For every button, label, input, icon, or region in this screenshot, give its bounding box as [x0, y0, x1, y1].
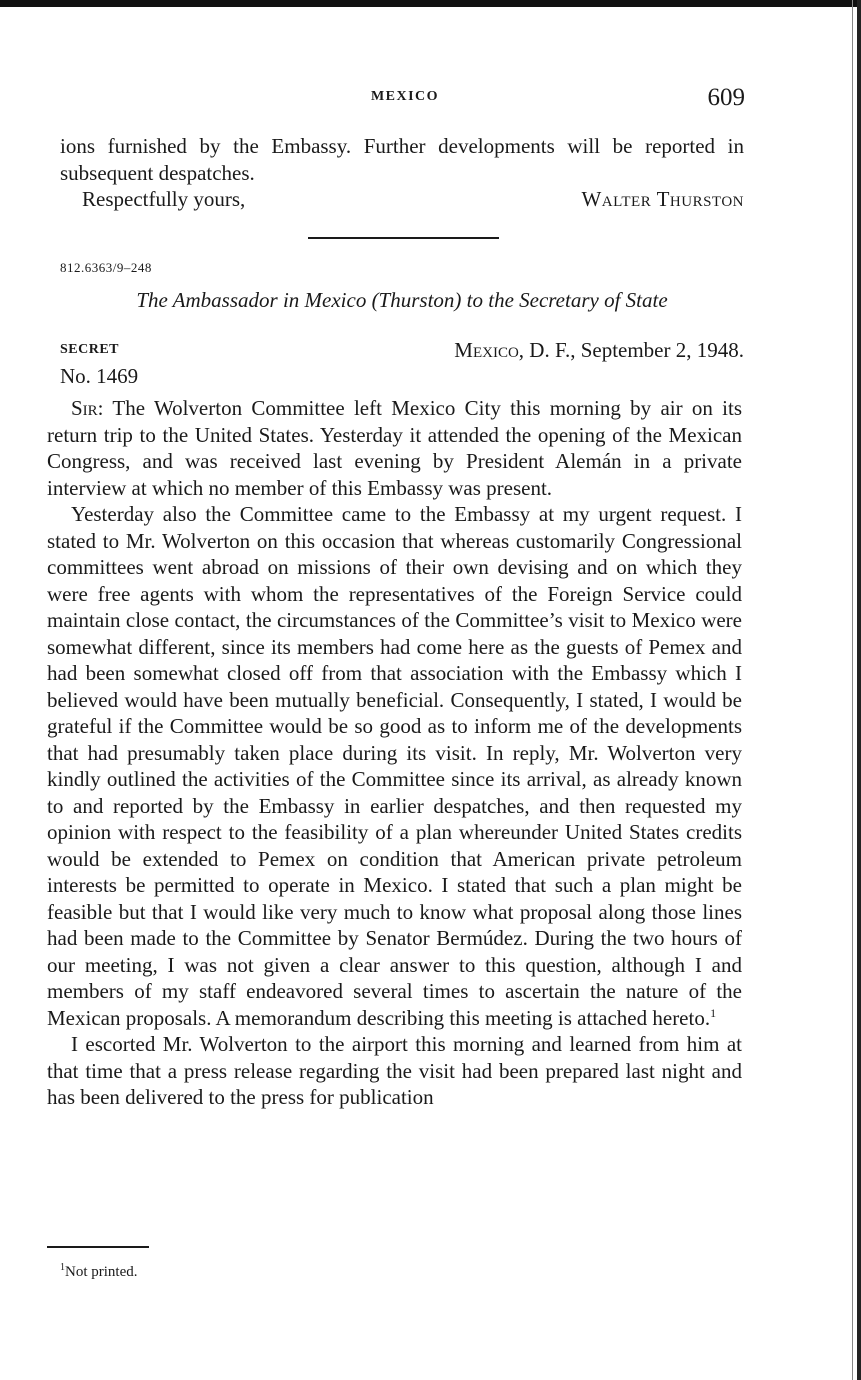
letter-body: [47, 395, 742, 1111]
running-header-title: MEXICO: [370, 89, 440, 104]
document-title: The Ambassador in Mexico (Thurston) to the Secretary of State: [136, 288, 668, 312]
paragraph-1-text: The Wolverton Committee left Mexico City this morning by air on its return trip to the United States. Yesterday it attended the opening of the Mexican Congress, and was received last evening by President Alemán in a private interview at which no member of this Embassy was present.: [47, 396, 742, 500]
dateline: [454, 338, 744, 363]
dateline-place: Mexico: [454, 338, 519, 362]
body-paragraph-3: [47, 1031, 742, 1111]
footnote-divider: [47, 1246, 149, 1248]
document-number: No. 1469: [60, 364, 139, 388]
footnote-text: Not printed.: [65, 1264, 138, 1280]
paragraph-2-text: Yesterday also the Committee came to the Embassy at my urgent request. I stated to Mr. Wolverton on this occasion that whereas customarily Congressional committees went abroad on missions of their own devising and on which they were free agents with whom the representatives of the Foreign Service could maintain close contact, the circumstances of the Committee’s visit to Mexico were somewhat different, since its members had come here as the guests of Pemex and had been somewhat closed off from that association with the Embassy which I believed would have been mutually beneficial. Consequently, I stated, I would be grateful if the Committee would be so good as to inform me of the developments that had presumably taken place during its visit. In reply, Mr. Wolverton very kindly outlined the activities of the Committee since its arrival, as already known to and reported by the Embassy in earlier despatches, and then requested my opinion with respect to the feasibility of a plan whereunder United States credits would be extended to Pemex on condition that American private petroleum interests be permitted to operate in Mexico. I stated that such a plan might be feasible but that I would like very much to know what proposal along those lines had been made to the Committee by Senator Bermúdez. During the two hours of our meeting, I was not given a clear answer to this question, although I and members of my staff endeavored several times to ascertain the nature of the Mexican proposals. A memorandum describing this meeting is attached hereto.: [47, 502, 742, 1030]
scan-edge-right: [857, 0, 861, 1380]
file-number: 812.6363/9–248: [60, 260, 152, 275]
classification-label: SECRET: [60, 342, 120, 357]
scan-edge-top: [0, 0, 861, 7]
dateline-date: , D. F., September 2, 1948.: [518, 338, 744, 362]
continuation-text: ions furnished by the Embassy. Further developments will be reported in subsequent despatches.: [60, 134, 744, 185]
page-number: 609: [707, 84, 745, 111]
section-divider: [308, 237, 499, 239]
footnote-reference: 1: [710, 1005, 717, 1020]
scan-edge-right-line: [852, 0, 853, 1380]
footnote-marker: 1: [60, 1262, 65, 1273]
body-paragraph-2: [47, 501, 742, 1031]
body-paragraph-1: [47, 395, 742, 501]
closing-text: Respectfully yours,: [82, 187, 246, 211]
footnote: [60, 1264, 138, 1281]
salutation: Sir:: [71, 396, 104, 420]
continuation-paragraph: [60, 133, 744, 186]
signature: Walter Thurston: [581, 187, 744, 211]
paragraph-3-text: I escorted Mr. Wolverton to the airport this morning and learned from him at that time that a press release regarding the visit had been prepared last night and has been delivered to the press for publication: [47, 1032, 742, 1109]
